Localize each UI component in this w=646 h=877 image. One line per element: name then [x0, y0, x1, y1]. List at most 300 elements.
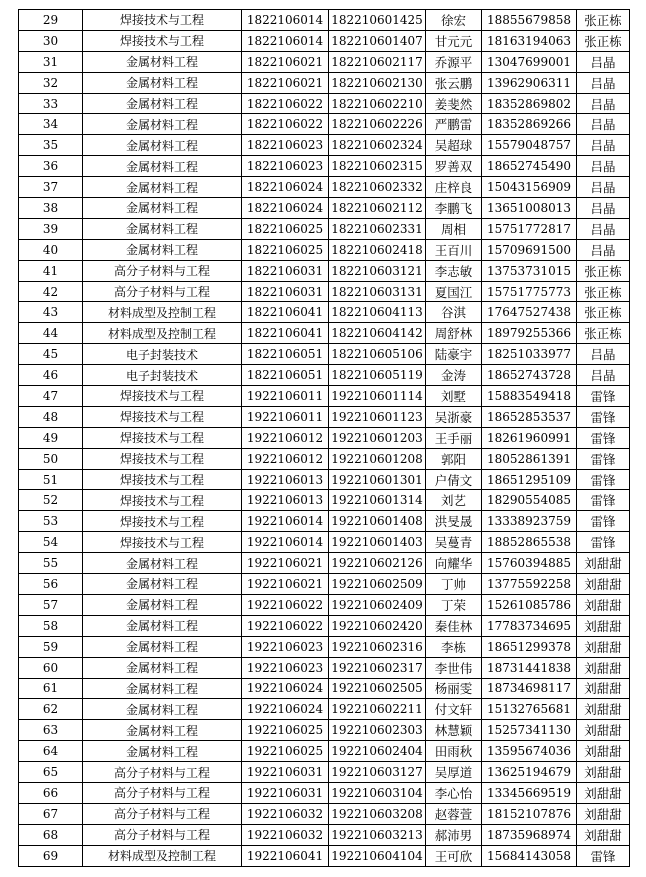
advisor-cell: 吕晶: [577, 135, 630, 156]
major-cell: 金属材料工程: [83, 51, 242, 72]
table-row: [19, 386, 630, 407]
student-id-cell: 192210602303: [329, 720, 426, 741]
student-id-cell: 192210603213: [329, 824, 426, 845]
table-row: [19, 678, 630, 699]
table-row: [19, 93, 630, 114]
phone-cell: 18652853537: [482, 406, 577, 427]
phone-cell: 15760394885: [482, 553, 577, 574]
table-row: [19, 657, 630, 678]
major-cell: 金属材料工程: [83, 615, 242, 636]
class-id-cell: 1922106021: [242, 553, 329, 574]
table-row: [19, 302, 630, 323]
advisor-cell: 雷锋: [577, 490, 630, 511]
major-cell: 金属材料工程: [83, 156, 242, 177]
student-name-cell: 徐宏: [426, 10, 482, 31]
student-id-cell: 192210602317: [329, 657, 426, 678]
advisor-cell: 吕晶: [577, 177, 630, 198]
class-id-cell: 1822106051: [242, 365, 329, 386]
phone-cell: 15709691500: [482, 239, 577, 260]
student-name-cell: 李心怡: [426, 782, 482, 803]
student-name-cell: 丁帅: [426, 574, 482, 595]
student-id-cell: 192210604104: [329, 845, 426, 866]
table-row: [19, 699, 630, 720]
roster-body: [19, 10, 630, 867]
row-number-cell: 43: [19, 302, 83, 323]
class-id-cell: 1922106012: [242, 427, 329, 448]
major-cell: 高分子材料与工程: [83, 281, 242, 302]
student-id-cell: 182210604113: [329, 302, 426, 323]
row-number-cell: 41: [19, 260, 83, 281]
advisor-cell: 刘甜甜: [577, 636, 630, 657]
student-name-cell: 丁荣: [426, 594, 482, 615]
table-row: [19, 72, 630, 93]
table-row: [19, 218, 630, 239]
class-id-cell: 1922106032: [242, 803, 329, 824]
row-number-cell: 56: [19, 574, 83, 595]
phone-cell: 13595674036: [482, 741, 577, 762]
advisor-cell: 雷锋: [577, 448, 630, 469]
row-number-cell: 63: [19, 720, 83, 741]
advisor-cell: 刘甜甜: [577, 824, 630, 845]
class-id-cell: 1822106031: [242, 260, 329, 281]
row-number-cell: 47: [19, 386, 83, 407]
phone-cell: 18735968974: [482, 824, 577, 845]
phone-cell: 18855679858: [482, 10, 577, 31]
advisor-cell: 吕晶: [577, 239, 630, 260]
class-id-cell: 1822106022: [242, 114, 329, 135]
student-name-cell: 李志敏: [426, 260, 482, 281]
major-cell: 高分子材料与工程: [83, 803, 242, 824]
class-id-cell: 1922106013: [242, 469, 329, 490]
advisor-cell: 张正栋: [577, 30, 630, 51]
table-row: [19, 574, 630, 595]
student-name-cell: 李鹏飞: [426, 198, 482, 219]
table-row: [19, 741, 630, 762]
major-cell: 金属材料工程: [83, 239, 242, 260]
table-row: [19, 448, 630, 469]
student-id-cell: 192210602211: [329, 699, 426, 720]
student-name-cell: 姜斐然: [426, 93, 482, 114]
row-number-cell: 30: [19, 30, 83, 51]
student-name-cell: 庄梓良: [426, 177, 482, 198]
major-cell: 金属材料工程: [83, 114, 242, 135]
phone-cell: 15257341130: [482, 720, 577, 741]
phone-cell: 18152107876: [482, 803, 577, 824]
phone-cell: 13345669519: [482, 782, 577, 803]
table-row: [19, 427, 630, 448]
row-number-cell: 32: [19, 72, 83, 93]
table-row: [19, 469, 630, 490]
class-id-cell: 1922106023: [242, 636, 329, 657]
student-id-cell: 182210602418: [329, 239, 426, 260]
advisor-cell: 刘甜甜: [577, 678, 630, 699]
student-id-cell: 192210603127: [329, 762, 426, 783]
advisor-cell: 刘甜甜: [577, 762, 630, 783]
student-name-cell: 李栋: [426, 636, 482, 657]
student-id-cell: 192210601123: [329, 406, 426, 427]
student-name-cell: 谷淇: [426, 302, 482, 323]
advisor-cell: 刘甜甜: [577, 741, 630, 762]
phone-cell: 13625194679: [482, 762, 577, 783]
student-name-cell: 罗善双: [426, 156, 482, 177]
student-name-cell: 田雨秋: [426, 741, 482, 762]
phone-cell: 18731441838: [482, 657, 577, 678]
student-name-cell: 李世伟: [426, 657, 482, 678]
major-cell: 金属材料工程: [83, 741, 242, 762]
table-row: [19, 114, 630, 135]
row-number-cell: 33: [19, 93, 83, 114]
class-id-cell: 1922106024: [242, 678, 329, 699]
major-cell: 金属材料工程: [83, 594, 242, 615]
table-row: [19, 845, 630, 866]
table-row: [19, 135, 630, 156]
student-name-cell: 刘艺: [426, 490, 482, 511]
row-number-cell: 64: [19, 741, 83, 762]
student-name-cell: 周相: [426, 218, 482, 239]
phone-cell: 18652745490: [482, 156, 577, 177]
major-cell: 金属材料工程: [83, 93, 242, 114]
class-id-cell: 1922106011: [242, 386, 329, 407]
student-name-cell: 王可欣: [426, 845, 482, 866]
class-id-cell: 1822106024: [242, 198, 329, 219]
student-id-cell: 182210602324: [329, 135, 426, 156]
advisor-cell: 吕晶: [577, 72, 630, 93]
major-cell: 高分子材料与工程: [83, 782, 242, 803]
advisor-cell: 吕晶: [577, 218, 630, 239]
student-name-cell: 夏国江: [426, 281, 482, 302]
phone-cell: 15043156909: [482, 177, 577, 198]
student-name-cell: 付文轩: [426, 699, 482, 720]
phone-cell: 18261960991: [482, 427, 577, 448]
advisor-cell: 雷锋: [577, 427, 630, 448]
phone-cell: 18852865538: [482, 532, 577, 553]
advisor-cell: 张正栋: [577, 260, 630, 281]
student-id-cell: 192210602420: [329, 615, 426, 636]
major-cell: 金属材料工程: [83, 657, 242, 678]
advisor-cell: 刘甜甜: [577, 782, 630, 803]
table-row: [19, 51, 630, 72]
student-id-cell: 192210602404: [329, 741, 426, 762]
student-name-cell: 户倩文: [426, 469, 482, 490]
major-cell: 焊接技术与工程: [83, 386, 242, 407]
class-id-cell: 1822106021: [242, 51, 329, 72]
student-id-cell: 192210603208: [329, 803, 426, 824]
student-name-cell: 吴超球: [426, 135, 482, 156]
class-id-cell: 1822106014: [242, 30, 329, 51]
class-id-cell: 1922106014: [242, 532, 329, 553]
student-name-cell: 向耀华: [426, 553, 482, 574]
student-id-cell: 182210602112: [329, 198, 426, 219]
class-id-cell: 1822106031: [242, 281, 329, 302]
student-id-cell: 192210602316: [329, 636, 426, 657]
row-number-cell: 65: [19, 762, 83, 783]
student-name-cell: 甘元元: [426, 30, 482, 51]
major-cell: 焊接技术与工程: [83, 30, 242, 51]
advisor-cell: 张正栋: [577, 10, 630, 31]
student-id-cell: 192210601203: [329, 427, 426, 448]
table-row: [19, 365, 630, 386]
phone-cell: 15751775773: [482, 281, 577, 302]
row-number-cell: 62: [19, 699, 83, 720]
advisor-cell: 刘甜甜: [577, 803, 630, 824]
class-id-cell: 1922106041: [242, 845, 329, 866]
table-row: [19, 323, 630, 344]
student-id-cell: 192210601114: [329, 386, 426, 407]
major-cell: 金属材料工程: [83, 720, 242, 741]
phone-cell: 15132765681: [482, 699, 577, 720]
student-id-cell: 182210602332: [329, 177, 426, 198]
row-number-cell: 29: [19, 10, 83, 31]
class-id-cell: 1922106022: [242, 615, 329, 636]
phone-cell: 13651008013: [482, 198, 577, 219]
table-row: [19, 532, 630, 553]
advisor-cell: 雷锋: [577, 386, 630, 407]
row-number-cell: 53: [19, 511, 83, 532]
student-name-cell: 王手丽: [426, 427, 482, 448]
student-name-cell: 林慧颖: [426, 720, 482, 741]
table-row: [19, 198, 630, 219]
major-cell: 焊接技术与工程: [83, 427, 242, 448]
row-number-cell: 35: [19, 135, 83, 156]
student-id-cell: 192210601408: [329, 511, 426, 532]
major-cell: 焊接技术与工程: [83, 532, 242, 553]
student-id-cell: 192210603104: [329, 782, 426, 803]
row-number-cell: 60: [19, 657, 83, 678]
advisor-cell: 吕晶: [577, 93, 630, 114]
advisor-cell: 雷锋: [577, 845, 630, 866]
student-name-cell: 吴蔓青: [426, 532, 482, 553]
phone-cell: 15261085786: [482, 594, 577, 615]
major-cell: 电子封装技术: [83, 344, 242, 365]
major-cell: 焊接技术与工程: [83, 511, 242, 532]
student-name-cell: 金涛: [426, 365, 482, 386]
phone-cell: 15751772817: [482, 218, 577, 239]
table-row: [19, 490, 630, 511]
row-number-cell: 51: [19, 469, 83, 490]
student-id-cell: 182210603121: [329, 260, 426, 281]
phone-cell: 17783734695: [482, 615, 577, 636]
major-cell: 金属材料工程: [83, 699, 242, 720]
student-id-cell: 182210605119: [329, 365, 426, 386]
major-cell: 金属材料工程: [83, 177, 242, 198]
row-number-cell: 38: [19, 198, 83, 219]
advisor-cell: 刘甜甜: [577, 553, 630, 574]
phone-cell: 18651295109: [482, 469, 577, 490]
row-number-cell: 31: [19, 51, 83, 72]
row-number-cell: 52: [19, 490, 83, 511]
student-id-cell: 192210601403: [329, 532, 426, 553]
class-id-cell: 1922106011: [242, 406, 329, 427]
phone-cell: 13338923759: [482, 511, 577, 532]
class-id-cell: 1922106023: [242, 657, 329, 678]
student-id-cell: 192210602126: [329, 553, 426, 574]
student-id-cell: 182210603131: [329, 281, 426, 302]
student-name-cell: 严鹏雷: [426, 114, 482, 135]
major-cell: 焊接技术与工程: [83, 469, 242, 490]
student-name-cell: 秦佳林: [426, 615, 482, 636]
advisor-cell: 吕晶: [577, 156, 630, 177]
major-cell: 金属材料工程: [83, 636, 242, 657]
student-name-cell: 乔源平: [426, 51, 482, 72]
student-id-cell: 182210604142: [329, 323, 426, 344]
class-id-cell: 1822106025: [242, 218, 329, 239]
student-name-cell: 陆豪宇: [426, 344, 482, 365]
major-cell: 金属材料工程: [83, 574, 242, 595]
phone-cell: 18352869802: [482, 93, 577, 114]
table-row: [19, 30, 630, 51]
phone-cell: 15684143058: [482, 845, 577, 866]
class-id-cell: 1922106014: [242, 511, 329, 532]
table-row: [19, 803, 630, 824]
student-name-cell: 张云鹏: [426, 72, 482, 93]
advisor-cell: 雷锋: [577, 511, 630, 532]
advisor-cell: 刘甜甜: [577, 594, 630, 615]
class-id-cell: 1922106025: [242, 720, 329, 741]
class-id-cell: 1822106024: [242, 177, 329, 198]
phone-cell: 18352869266: [482, 114, 577, 135]
student-name-cell: 赵蓉萱: [426, 803, 482, 824]
table-row: [19, 824, 630, 845]
table-row: [19, 720, 630, 741]
row-number-cell: 55: [19, 553, 83, 574]
student-id-cell: 182210602210: [329, 93, 426, 114]
advisor-cell: 张正栋: [577, 281, 630, 302]
row-number-cell: 66: [19, 782, 83, 803]
row-number-cell: 58: [19, 615, 83, 636]
phone-cell: 15883549418: [482, 386, 577, 407]
student-id-cell: 182210601425: [329, 10, 426, 31]
row-number-cell: 69: [19, 845, 83, 866]
student-id-cell: 192210601208: [329, 448, 426, 469]
student-id-cell: 182210602130: [329, 72, 426, 93]
student-name-cell: 王百川: [426, 239, 482, 260]
major-cell: 材料成型及控制工程: [83, 845, 242, 866]
phone-cell: 18163194063: [482, 30, 577, 51]
table-row: [19, 553, 630, 574]
class-id-cell: 1922106022: [242, 594, 329, 615]
table-row: [19, 156, 630, 177]
major-cell: 高分子材料与工程: [83, 762, 242, 783]
phone-cell: 18251033977: [482, 344, 577, 365]
student-name-cell: 吴厚道: [426, 762, 482, 783]
major-cell: 焊接技术与工程: [83, 406, 242, 427]
row-number-cell: 46: [19, 365, 83, 386]
advisor-cell: 吕晶: [577, 114, 630, 135]
table-row: [19, 594, 630, 615]
student-id-cell: 182210602226: [329, 114, 426, 135]
student-id-cell: 192210601301: [329, 469, 426, 490]
advisor-cell: 吕晶: [577, 344, 630, 365]
class-id-cell: 1822106041: [242, 323, 329, 344]
student-id-cell: 182210605106: [329, 344, 426, 365]
phone-cell: 18651299378: [482, 636, 577, 657]
phone-cell: 15579048757: [482, 135, 577, 156]
advisor-cell: 吕晶: [577, 365, 630, 386]
table-row: [19, 762, 630, 783]
student-name-cell: 杨丽雯: [426, 678, 482, 699]
table-row: [19, 260, 630, 281]
table-row: [19, 10, 630, 31]
row-number-cell: 36: [19, 156, 83, 177]
row-number-cell: 39: [19, 218, 83, 239]
student-name-cell: 郝沛男: [426, 824, 482, 845]
major-cell: 金属材料工程: [83, 135, 242, 156]
class-id-cell: 1922106021: [242, 574, 329, 595]
row-number-cell: 49: [19, 427, 83, 448]
major-cell: 焊接技术与工程: [83, 10, 242, 31]
class-id-cell: 1822106023: [242, 156, 329, 177]
phone-cell: 13775592258: [482, 574, 577, 595]
major-cell: 高分子材料与工程: [83, 260, 242, 281]
student-id-cell: 182210602117: [329, 51, 426, 72]
student-id-cell: 182210602331: [329, 218, 426, 239]
table-row: [19, 177, 630, 198]
phone-cell: 18979255366: [482, 323, 577, 344]
row-number-cell: 67: [19, 803, 83, 824]
row-number-cell: 37: [19, 177, 83, 198]
major-cell: 金属材料工程: [83, 553, 242, 574]
class-id-cell: 1922106031: [242, 782, 329, 803]
row-number-cell: 61: [19, 678, 83, 699]
advisor-cell: 刘甜甜: [577, 657, 630, 678]
student-name-cell: 郭阳: [426, 448, 482, 469]
class-id-cell: 1922106031: [242, 762, 329, 783]
student-id-cell: 192210602509: [329, 574, 426, 595]
table-row: [19, 239, 630, 260]
major-cell: 金属材料工程: [83, 198, 242, 219]
class-id-cell: 1822106023: [242, 135, 329, 156]
class-id-cell: 1922106012: [242, 448, 329, 469]
advisor-cell: 刘甜甜: [577, 699, 630, 720]
advisor-cell: 张正栋: [577, 323, 630, 344]
advisor-cell: 雷锋: [577, 406, 630, 427]
class-id-cell: 1922106024: [242, 699, 329, 720]
phone-cell: 13753731015: [482, 260, 577, 281]
advisor-cell: 刘甜甜: [577, 720, 630, 741]
table-row: [19, 615, 630, 636]
major-cell: 金属材料工程: [83, 218, 242, 239]
row-number-cell: 48: [19, 406, 83, 427]
advisor-cell: 吕晶: [577, 51, 630, 72]
major-cell: 材料成型及控制工程: [83, 323, 242, 344]
student-name-cell: 周舒林: [426, 323, 482, 344]
major-cell: 高分子材料与工程: [83, 824, 242, 845]
student-id-cell: 192210602409: [329, 594, 426, 615]
phone-cell: 18052861391: [482, 448, 577, 469]
table-row: [19, 511, 630, 532]
table-row: [19, 281, 630, 302]
row-number-cell: 68: [19, 824, 83, 845]
advisor-cell: 吕晶: [577, 198, 630, 219]
student-id-cell: 192210601314: [329, 490, 426, 511]
student-roster-table: [18, 9, 630, 867]
class-id-cell: 1822106041: [242, 302, 329, 323]
table-row: [19, 344, 630, 365]
row-number-cell: 45: [19, 344, 83, 365]
student-id-cell: 182210602315: [329, 156, 426, 177]
table-row: [19, 636, 630, 657]
major-cell: 焊接技术与工程: [83, 448, 242, 469]
table-row: [19, 782, 630, 803]
class-id-cell: 1922106025: [242, 741, 329, 762]
student-name-cell: 洪旻晟: [426, 511, 482, 532]
phone-cell: 18652743728: [482, 365, 577, 386]
student-name-cell: 刘墅: [426, 386, 482, 407]
phone-cell: 13962906311: [482, 72, 577, 93]
advisor-cell: 刘甜甜: [577, 615, 630, 636]
advisor-cell: 张正栋: [577, 302, 630, 323]
phone-cell: 18290554085: [482, 490, 577, 511]
